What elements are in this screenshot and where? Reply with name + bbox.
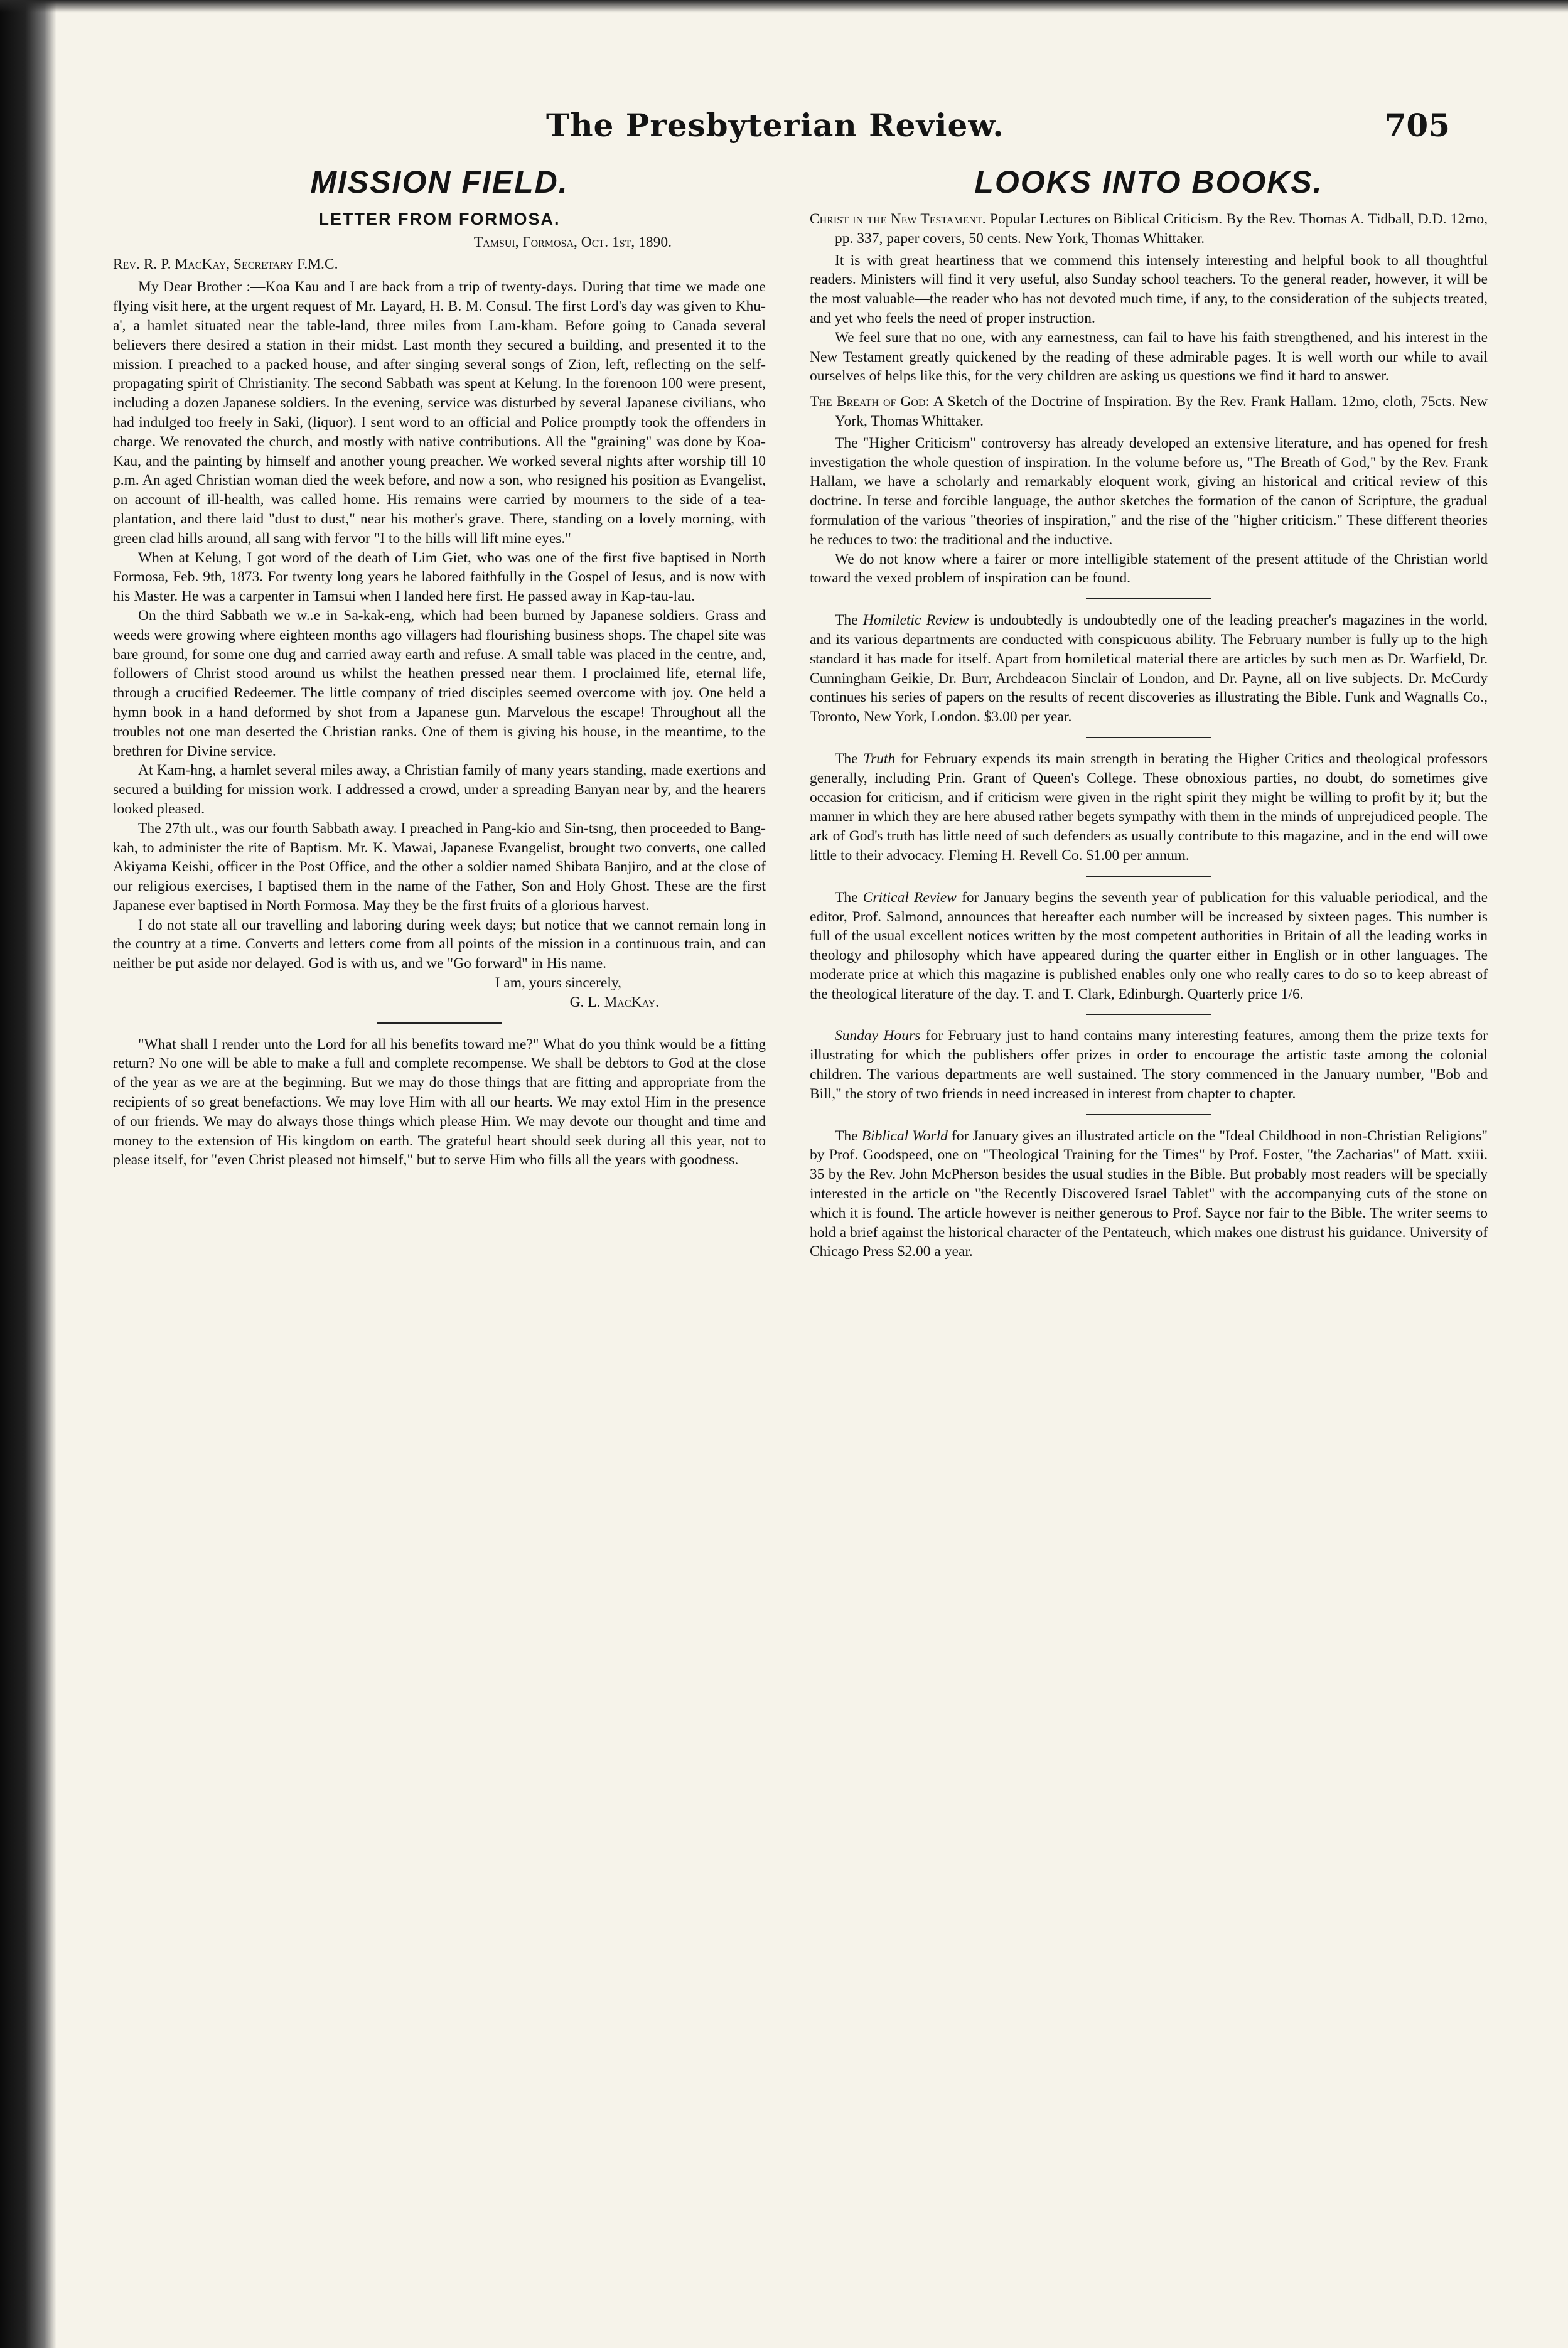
book-details: A Sketch of the Doctrine of Inspiration. By the Rev. Frank Hallam. 12mo, cloth, 75cts. New York, Thomas Whittaker. bbox=[835, 394, 1488, 429]
review-paragraph: We do not know where a fairer or more intelligible statement of the present attitude of the Christian world toward the vexed problem of inspiration can be found. bbox=[810, 550, 1488, 587]
magazine-notice: The Critical Review for January begins the seventh year of publication for this valuable periodical, and the editor, Prof. Salmond, announces that hereafter each number will be increased by sixteen pages. This number is full of the usual excellent notices written by the most competent authorities in Britain of all the leading works in theology and philosophy which have appeared during the quarter either in English or in other languages. The moderate price at which this magazine is published enables only one who really cares to do so to keep abreast of the theological literature of the day. T. and T. Clark, Edinburgh. Quarterly price 1/6. bbox=[810, 889, 1488, 1002]
book-spine-shadow bbox=[0, 0, 56, 2348]
letter-signature: G. L. MacKay. bbox=[569, 994, 659, 1010]
mission-field-column bbox=[113, 163, 766, 1170]
page-number: 705 bbox=[1384, 107, 1450, 144]
page-header bbox=[546, 107, 1488, 157]
section-divider bbox=[1086, 876, 1211, 877]
magazine-notice-text: for February expends its main strength in berating the Higher Critics and theological professors generally, including Prin. Grant of Queen's College. These obnoxious parties, no doubt, do sometimes give occasion for criticism, and if criticism were given in the right spirit they might be willing to profit by it; but the manner in which they are here abused rather begets sympathy with them in the minds of unprejudiced people. The ark of God's truth has little need of such defenders as usually contribute to this magazine, and in the end will owe little to their advocacy. Fleming H. Revell Co. $1.00 per annum. bbox=[810, 750, 1488, 864]
letter-paragraph: On the third Sabbath we w..e in Sa-kak-eng, which had been burned by Japanese soldiers. Grass and weeds were growing where eighteen months ago villagers had flourishing business shops. The chapel site was bare ground, for some one dug and carried away earth and refuse. A small table was placed in the centre, and, followers of Christ stood around us whilst the heathen pressed near them. I proclaimed life, eternal life, through a crucified Redeemer. The little company of tried disciples seemed overcome with joy. One held a hymn book in a hand deformed by shot from a Japanese gun. Marvelous the escape! Throughout all the troubles not one man deserted the Christian ranks. One of them is giving his house, in the meantime, to the brethren for Divine service. bbox=[113, 607, 766, 759]
magazine-title: Truth bbox=[863, 750, 896, 767]
letter-paragraph: The 27th ult., was our fourth Sabbath away. I preached in Pang-kio and Sin-tsng, then proceeded to Bang-kah, to administer the rite of Baptism. Mr. K. Mawai, Japanese Evangelist, brought two converts, one called Akiyama Keishi, officer in the Post Office, and the other a soldier named Shibata Banjiro, and at the close of our religious exercises, I baptised them in the name of the Father, Son and Holy Ghost. These are the first Japanese ever baptised in North Formosa. May they be the first fruits of a glorious harvest. bbox=[113, 820, 766, 914]
letter-paragraph: When at Kelung, I got word of the death of Lim Giet, who was one of the first five baptised in North Formosa, Feb. 9th, 1873. For twenty long years he labored faithfully in the Gospel of Jesus, and is now with his Master. He was a carpenter in Tamsui when I landed here first. He passed away in Kap-tau-lau. bbox=[113, 549, 766, 605]
magazine-notice-text: is undoubtedly is undoubtedly one of the leading preacher's magazines in the world, and its various departments are conducted with conspicuous ability. The February number is fully up to the high standard it has made for itself. Apart from homiletical material there are articles by such men as Dr. Warfield, Dr. Cunningham Geikie, Dr. Burr, Archdeacon Sinclair of London, and Dr. Payne, all on live subjects. Dr. McCurdy continues his series of papers on the results of recent discoveries as illustrating the Bible. Funk and Wagnalls Co., Toronto, New York, London. $3.00 per year. bbox=[810, 612, 1488, 726]
looks-into-books-column bbox=[810, 163, 1488, 1262]
section-divider bbox=[1086, 1014, 1211, 1015]
masthead: The Presbyterian Review. bbox=[546, 107, 1004, 144]
letter-paragraph: My Dear Brother :—Koa Kau and I are back from a trip of twenty-days. During that time we made one flying visit here, at the urgent request of Mr. Layard, H. B. M. Consul. The first Lord's day was given to Khu-a', a hamlet situated near the table-land, three miles from Lam-kham. Before going to Canada several believers there desired a station in their midst. Last month they secured a building, and presented it to the mission. I preached to a packed house, and after singing several songs of Zion, left, reflecting on the self-propagating spirit of Christianity. The second Sabbath was spent at Kelung. In the forenoon 100 were present, including a dozen Japanese soldiers. In the evening, service was disturbed by several Japanese civilians, who had indulged too freely in Saki, (liquor). I sent word to an official and Police promptly took the offenders in charge. We renovated the church, and mostly with native contributions. All the "graining" was done by Koa-Kau, and the painting by himself and another young preacher. We worked several nights after worship till 10 p.m. An aged Christian woman died the week before, and now a son, who resigned his position as Evangelist, on account of ill-health, was called home. His remains were carried by mourners to the side of a tea-plantation, and there laid "dust to dust," near his mother's grave. There, standing on a lovely morning, with green clad hills around, all sang with fervor "I to the hills will lift mine eyes." bbox=[113, 279, 766, 547]
letter-title: LETTER FROM FORMOSA. bbox=[318, 210, 561, 228]
book-title: The Breath of God: bbox=[810, 394, 930, 410]
magazine-title: Sunday Hours bbox=[835, 1027, 921, 1044]
book-entry-heading bbox=[810, 392, 1488, 431]
review-paragraph: We feel sure that no one, with any earnestness, can fail to have his faith strengthened, and his interest in the New Testament greatly quickened by the reading of these admirable pages. It is well worth our while to avail ourselves of helps like this, for the very children are asking us questions we find it hard to answer. bbox=[810, 329, 1488, 385]
magazine-notice: The Truth for February expends its main strength in berating the Higher Critics and theological professors generally, including Prin. Grant of Queen's College. These obnoxious parties, no doubt, do sometimes give occasion for criticism, and if criticism were given in the right spirit they might be willing to profit by it; but the manner in which they are here abused rather begets sympathy with them in the minds of unprejudiced people. The ark of God's truth has little need of such defenders as usually contribute to this magazine, and in the end will owe little to their advocacy. Fleming H. Revell Co. $1.00 per annum. bbox=[810, 750, 1488, 864]
book-details: Popular Lectures on Biblical Criticism. By the Rev. Thomas A. Tidball, D.D. 12mo, pp. 337, paper covers, 50 cents. New York, Thomas Whittaker. bbox=[835, 211, 1488, 247]
section-divider bbox=[1086, 737, 1211, 738]
magazine-notice: The Biblical World for January gives an illustrated article on the "Ideal Childhood in non-Christian Religions" by Prof. Goodspeed, one on "Theological Training for the Times" by Prof. Foster, "the Zacharias" of Matt. xxiii. 35 by the Rev. John McPherson besides the usual studies in the Bible. But probably most readers will be specially interested in the article on "the Recently Discovered Israel Tablet" with the accompanying cuts of the stone on which it is found. The article however is neither generous to Prof. Sayce nor fair to the Bible. The writer seems to hold a brief against the historical character of the Pentateuch, which makes one distrust his guidance. University of Chicago Press $2.00 a year. bbox=[810, 1127, 1488, 1260]
magazine-title: Biblical World bbox=[861, 1127, 948, 1144]
magazine-notice: The Homiletic Review is undoubtedly is undoubtedly one of the leading preacher's magazines in the world, and its various departments are conducted with conspicuous ability. The February number is fully up to the high standard it has made for itself. Apart from homiletical material there are articles by such men as Dr. Warfield, Dr. Cunningham Geikie, Dr. Burr, Archdeacon Sinclair of London, and Dr. Payne, all on live subjects. Dr. McCurdy continues his series of papers on the results of recent discoveries as illustrating the Bible. Funk and Wagnalls Co., Toronto, New York, London. $3.00 per year. bbox=[810, 612, 1488, 726]
reflection-paragraph: "What shall I render unto the Lord for all his benefits toward me?" What do you think would be a fitting return? No one will be able to make a full and complete recompense. We shall be debtors to God at the close of the year as we are at the beginning. But we may do those things that are fitting and appropriate from the recipients of so great benefactions. We may love Him with all our hearts. We may extol Him in the presence of our friends. We may do always those things which please Him. We may devote our thought and time and money to the extension of His kingdom on earth. The grateful heart should seek during all this year, not to please itself, for "even Christ pleased not himself," but to serve Him who fills all the years with goodness. bbox=[113, 1036, 766, 1169]
magazine-notice bbox=[810, 1026, 1488, 1103]
letter-closing: I am, yours sincerely, bbox=[495, 975, 621, 992]
letter-paragraph: I do not state all our travelling and laboring during week days; but notice that we cannot remain long in the country at a time. Converts and letters come from all points of the mission in a continuous train, and can neither be put aside nor delayed. God is with us, and we "Go forward" in His name. bbox=[113, 916, 766, 972]
letter-addressee: Rev. R. P. MacKay, Secretary F.M.C. bbox=[113, 255, 338, 272]
looks-into-books-title: LOOKS INTO BOOKS. bbox=[974, 164, 1323, 200]
magazine-title: Critical Review bbox=[862, 889, 957, 906]
magazine-notice-text: for January begins the seventh year of publication for this valuable periodical, and the editor, Prof. Salmond, announces that hereafter each number will be increased by sixteen pages. This number is full of the usual excellent notices written by the most competent authorities in Britain of all the leading works in theology and philosophy which have appeared during the quarter either in English or in other languages. The moderate price at which this magazine is published enables only one who really cares to do so to keep abreast of the theological literature of the day. T. and T. Clark, Edinburgh. Quarterly price 1/6. bbox=[810, 889, 1488, 1002]
letter-dateline: Tamsui, Formosa, Oct. 1st, 1890. bbox=[473, 233, 672, 250]
section-divider bbox=[1086, 1114, 1211, 1115]
book-title: Christ in the New Testament. bbox=[810, 211, 986, 227]
magazine-title: Homiletic Review bbox=[862, 612, 969, 629]
section-divider bbox=[1086, 598, 1211, 599]
review-paragraph: The "Higher Criticism" controversy has already developed an extensive literature, and has opened for fresh investigation the whole question of inspiration. In the volume before us, "The Breath of God," by the Rev. Frank Hallam, we have a scholarly and remarkably eloquent work, giving an historical and critical review of this doctrine. In terse and forcible language, the author sketches the formation of the canon of Scripture, the gradual formulation of the various "theories of inspiration," and the rise of the "higher criticism." These different theories he reduces to two: the traditional and the inductive. bbox=[810, 434, 1488, 548]
magazine-notice-text: for January gives an illustrated article on the "Ideal Childhood in non-Christian Religions" by Prof. Goodspeed, one on "Theological Training for the Times" by Prof. Foster, "the Zacharias" of Matt. xxiii. 35 by the Rev. John McPherson besides the usual studies in the Bible. But probably most readers will be specially interested in the article on "the Recently Discovered Israel Tablet" with the accompanying cuts of the stone on which it is found. The article however is neither generous to Prof. Sayce nor fair to the Bible. The writer seems to hold a brief against the historical character of the Pentateuch, which makes one distrust his guidance. University of Chicago Press $2.00 a year. bbox=[810, 1127, 1488, 1260]
magazine-notice-text: for February just to hand contains many interesting features, among them the prize texts for illustrating for which the publishers offer prizes in order to encourage the artistic taste among the colonial children. The various departments are well sustained. The story commenced in the January number, "Bob and Bill," the story of two friends in need increased in interest from chapter to chapter. bbox=[810, 1027, 1488, 1102]
review-paragraph: It is with great heartiness that we commend this intensely interesting and helpful book to all thoughtful readers. Ministers will find it very useful, also Sunday school teachers. To the general reader, however, it will be the most valuable—the reader who has not devoted much time, if any, to the consideration of the subjects treated, and yet who feels the need of proper instruction. bbox=[810, 252, 1488, 326]
section-divider bbox=[377, 1022, 502, 1024]
mission-field-title: MISSION FIELD. bbox=[310, 164, 569, 200]
letter-paragraph: At Kam-hng, a hamlet several miles away, a Christian family of many years standing, made exertions and secured a building for mission work. I addressed a crowd, under a spreading Banyan near by, and the hearers looked pleased. bbox=[113, 762, 766, 817]
book-entry-heading bbox=[810, 210, 1488, 249]
page-top-edge bbox=[0, 0, 1568, 13]
